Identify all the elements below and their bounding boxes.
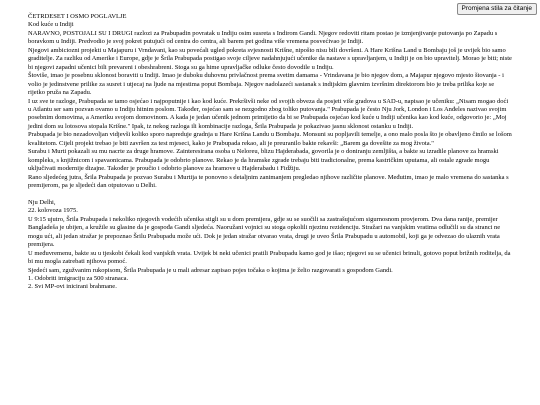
- list-item: 1. Odobriti imigraciju za 500 stranaca.: [28, 275, 129, 283]
- chapter-title: ČETRDESET I OSMO POGLAVLJE: [28, 13, 127, 20]
- reading-style-button[interactable]: Promjena stila za čitanje: [457, 3, 537, 15]
- document-body: [28, 13, 512, 292]
- list-item: 2. Svi MP-ovi inicirani brahmane.: [28, 283, 117, 291]
- dateline-place: Nju Delhi,: [28, 198, 56, 206]
- paragraph: I uz sve te razloge, Prabupada se tamo osjećao i najpoputnije i kao kod kuće. Prekršivši neke od svojih obveza da posjeti više gradova u SAD-u, napisao je učeniku: „Nisam mogao doći u Atlantu ser sam pozvan ovamo u Indiju hitnim poslom. Također, osjećao sam se nezgodno zbog toliko putovanja." Prabupada je često Nju Jork, London i Los Anđeles nazivao svojim posebnim domovima, a Ameriku svojom domovinom. A kada je jedan učenik jednom primijetio da bi se Prabupada osjećao kod kuće u Indiji učenika kao kod kuće, odgovorio je: „Moj jedini dom su lotosova stopala Krišne." Ipak, iz nekog razloga ili kombinacije razloga, Šrila Prabupada je pokazivao jasnu sklonost ostanku u Indiji.: [28, 97, 509, 130]
- paragraph: Sjedeći sam, zgužvanim rukopisom, Šrila Prabupada je u mali adresar zapisao pojes točaka o kojima je želio razgovarati s gospođom Gandi.: [28, 266, 393, 274]
- paragraph: Štoviše, imao je posebnu sklonost boraviti u Indiji. Imao je duboku duhovnu privlačnost prema svetim damama - Vrindavana je bio njegov dom, a Majapur njegovo mjesto štovanja - i volio je jedinstvene prilike za susret i utjecaj na ljude na mjestima poput Bombaja. Njegov nadolazeći sastanak s indijskim glavnim izvršnim direktorom bio je treba prilika koje se rijetko pruža na Zapadu.: [28, 72, 504, 97]
- paragraph: Njegovi ambiciozni projekti u Majapuru i Vrndavani, kao su povećali ugled pokreta svjesnosti Krišne, nipošto nisu bili dovršeni. A Hare Krišna Land u Bombaju još je uvijek bio samo graditelje. Za razliku od Amerike i Europe, gdje je Šrila Prabupada postigao svoje ciljeve nadahnjujući učenike da nastave s upravljanjem, u Indiji je on bio upravitelj. Morao je biti; niste bi njegovi zapadni učenici bili prevareni i obeshrabreni. Stoga su ga hime upravljačke odluke često dovodile u Indiju.: [28, 46, 512, 71]
- dateline-date: 22. kolovoza 1975.: [28, 207, 78, 215]
- paragraph: Surabu i Murti pokazali su mu nacrte za druge hramove. Zainteresirana osoba u Neloreu, blizu Hajderabada, govorila je o doniranju zemljišta, a bakte su izradile planove za hramski kompleks, s knjižnicom i spavaonicama. Prabupada je odobrio planove. Rekao je da hramske zgrade trebaju biti tradicionalne, prema kastričkim uputama, ali ostale zgrade mogu uključivati moderniјe dizajne. Također je proučio i odobrio planove za hramove u Hajderabadu i Fidžiju.: [28, 148, 499, 173]
- paragraph: U 9:15 ujutro, Šrila Prabupada i nekoliko njegovih vodećih učenika stigli su u dom premijera, gdje su se suočili sa zastrašujućom sigurnosnom provjerom. Dva dana ranije, premijer Bangladeša je ubijen, a kružile su glasine da je gospođa Gandi sljedeća. Naoružani vojnici su stoga opkolili njezinu rezidenciju. Stražari na vanjskim vratima odlučili su da stranci ne mogu ući, ali jedan stražar je prepoznao Šrilu Prabupadu može ući. Dok je jedan stražar otvarao vrata, drugi je uveo Šrila Prabupadu u automobil, koji ga je odvezao do ulaznih vrata premijera.: [28, 215, 501, 249]
- paragraph: Prabupada je bio nezadovoljan vidjevši koliko sporo napreduje gradnja u Hare Krišna Landu u Bombaju. Monsuni su popljavili temelje, a ono malo posla što je obavljeno činilo se lošom kvalitetom. Cijeli projekt trebao je biti završen za test mjeseci, kako je Prabupada rekao, ali je preuranilo bakte rekavši: „Barem ga dovešite za mog života.": [28, 131, 512, 147]
- paragraph: NARAVNO, POSTOJALI SU I DRUGI razlozi za Prabupadin povratak u Indiju osim susreta s Indirom Gandi. Njegov redoviti ritam postao je izmjenjivanje putovanja po Zapadu s boravkom u Indiji. Predvodio je svoj pokret putujući od centra do centra, ali barem pet godina više vremena posvećivao je Indiji.: [28, 29, 498, 46]
- paragraph: Rano sljedećeg jutra, Šrila Prabupada je pozvao Surabu i Murtija te ponovno s detaljnim zanimanjem pregledao njihove različite planove. Međutim, imao je malo vremena do sastanka s premijerom, pa je sljedeći dan otputovao u Delhi.: [28, 173, 509, 190]
- paragraph: U međuvremenu, bakte su u tjeskobi čekali kod vanjskih vrata. Uvijek bi neki učenici pratili Prabupadu kamo god je išao; njegovi su se učenici brinuli, gotovo poput brižnih roditelja, da bi mu mogla zatrebati njihova pomoć.: [28, 249, 511, 266]
- spacer: [28, 191, 512, 199]
- chapter-subtitle: Kod kuće u Indiji: [28, 21, 74, 29]
